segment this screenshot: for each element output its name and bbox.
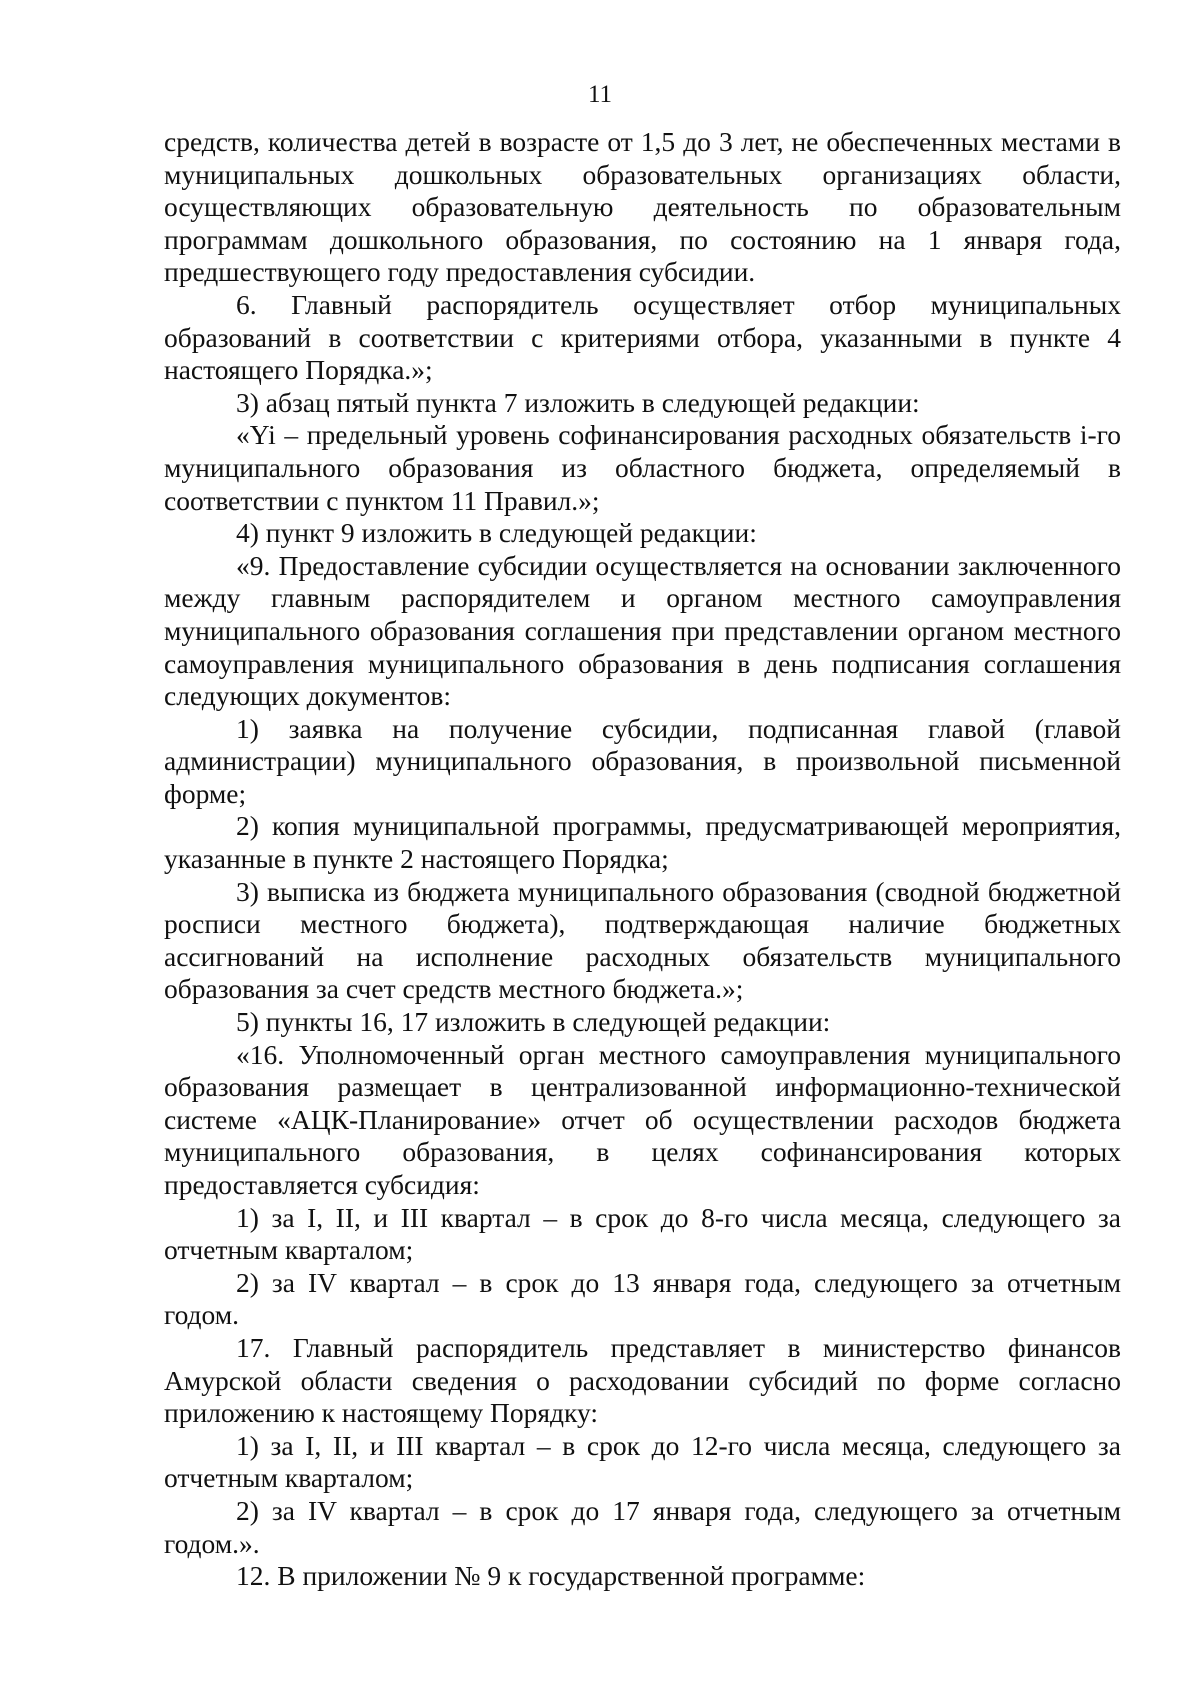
paragraph-item-17: 17. Главный распорядитель представляет в министерство финансов Амурской области сведения о расходовании субсидий по форме согласно приложению к настоящему Порядку: (164, 1331, 1121, 1429)
paragraph-yi-definition: «Yi – предельный уровень софинансирования расходных обязательств i-го муниципального образования из областного бюджета, определяемый в соответствии с пунктом 11 Правил.»; (164, 419, 1121, 516)
paragraph-deadline-q4-ministry: 2) за IV квартал – в срок до 17 января года, следующего за отчетным годом.». (164, 1494, 1121, 1559)
paragraph-amendment-5: 5) пункты 16, 17 изложить в следующей редакции: (236, 1006, 831, 1038)
paragraph-item-9: «9. Предоставление субсидии осуществляется на основании заключенного между главным распорядителем и органом местного самоуправления муниципального образования соглашения при представлении органом местного самоуправления муниципального образования в день подписания соглашения следующих документов: (164, 549, 1121, 712)
paragraph-amendment-4: 4) пункт 9 изложить в следующей редакции: (236, 517, 757, 549)
paragraph-deadline-q4: 2) за IV квартал – в срок до 13 января года, следующего за отчетным годом. (164, 1266, 1121, 1331)
paragraph-document-1: 1) заявка на получение субсидии, подписанная главой (главой администрации) муниципального образования, в произвольной письменной форме; (164, 712, 1121, 809)
paragraph-deadline-quarters: 1) за I, II, и III квартал – в срок до 8-го числа месяца, следующего за отчетным кварталом; (164, 1201, 1121, 1266)
paragraph-document-3: 3) выписка из бюджета муниципального образования (сводной бюджетной росписи местного бюджета), подтверждающая наличие бюджетных ассигнований на исполнение расходных обязательств муниципального образования за счет средств местного бюджета.»; (164, 875, 1121, 1005)
paragraph-document-2: 2) копия муниципальной программы, предусматривающей мероприятия, указанные в пункте 2 настоящего Порядка; (164, 810, 1121, 875)
paragraph-amendment-3: 3) абзац пятый пункта 7 изложить в следующей редакции: (236, 386, 920, 418)
paragraph-item-12: 12. В приложении № 9 к государственной программе: (236, 1560, 866, 1592)
paragraph-item-6: 6. Главный распорядитель осуществляет отбор муниципальных образований в соответствии с критериями отбора, указанными в пункте 4 настоящего Порядка.»; (164, 288, 1121, 386)
paragraph-deadline-quarters-ministry: 1) за I, II, и III квартал – в срок до 12-го числа месяца, следующего за отчетным кварталом; (164, 1429, 1121, 1494)
document-body (164, 126, 1121, 1593)
paragraph-item-16: «16. Уполномоченный орган местного самоуправления муниципального образования размещает в централизованной информационно-технической системе «АЦК-Планирование» отчет об осуществлении расходов бюджета муниципального образования, в целях софинансирования которых предоставляется субсидия: (164, 1038, 1121, 1200)
paragraph-continuation: средств, количества детей в возрасте от 1,5 до 3 лет, не обеспеченных местами в муниципальных дошкольных образовательных организациях области, осуществляющих образовательную деятельность по образовательным программам дошкольного образования, по состоянию на 1 января года, предшествующего году предоставления субсидии. (164, 126, 1121, 288)
page-number: 11 (587, 81, 613, 108)
